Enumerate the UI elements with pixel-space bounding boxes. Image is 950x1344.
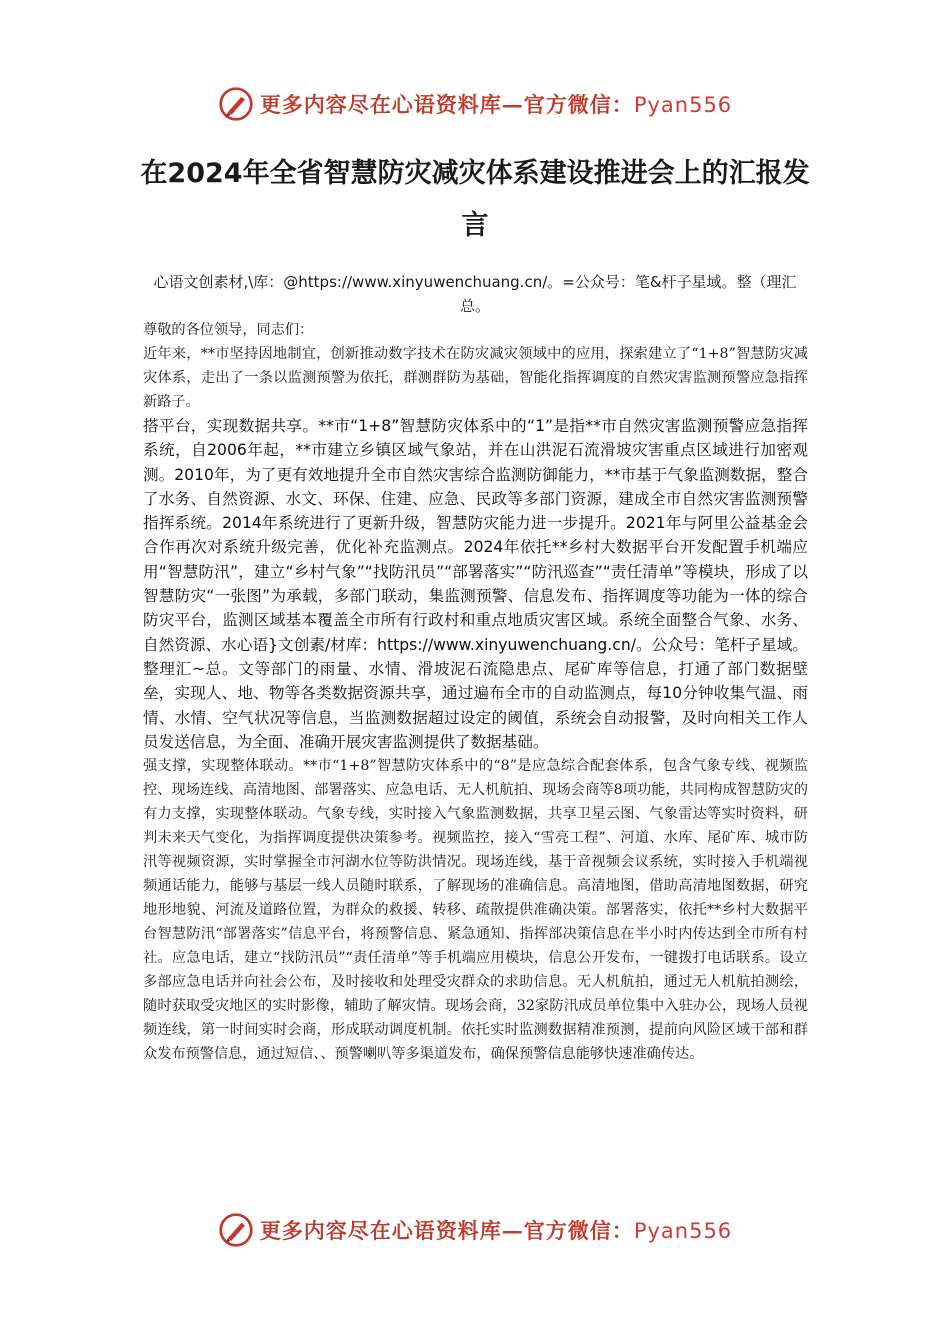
intro-paragraph: 近年来，**市坚持因地制宜，创新推动数字技术在防灾减灾领域中的应用，探索建立了“1+8”智慧防灾减灾体系，走出了一条以监测预警为依托，群测群防为基础，智能化指挥调度的自然灾害监测预警应急指挥新路子。 <box>143 346 808 410</box>
document-body <box>143 318 808 1066</box>
banner-text: 更多内容尽在心语资料库—官方微信： <box>259 1218 634 1243</box>
footer-banner <box>0 1210 950 1250</box>
banner-text: 更多内容尽在心语资料库—官方微信： <box>259 92 634 117</box>
salutation: 尊敬的各位领导，同志们： <box>143 322 314 338</box>
banner-wechat-id: Pyan556 <box>633 1219 733 1243</box>
platform-paragraph: 搭平台，实现数据共享。**市“1+8”智慧防灾体系中的“1”是指**市自然灾害监测预警应急指挥系统，自2006年起，**市建立乡镇区域气象站，并在山洪泥石流滑坡灾害重点区域进行加密观测。2010年，为了更有效地提升全市自然灾害综合监测防御能力，**市基于气象监测数据，整合了水务、自然资源、水文、环保、住建、应急、民政等多部门资源，建成全市自然灾害监测预警指挥系统。2014年系统进行了更新升级，智慧防灾能力进一步提升。2021年与阿里公益基金会合作再次对系统升级完善，优化补充监测点。2024年依托**乡村大数据平台开发配置手机端应用“智慧防汛”，建立“乡村气象”“找防汛员”“部署落实”“防汛巡查”“责任清单”等模块，形成了以智慧防灾“一张图”为承载，多部门联动，集监测预警、信息发布、指挥调度等功能为一体的综合防灾平台，监测区域基本覆盖全市所有行政村和重点地质灾害区域。系统全面整合气象、水务、自然资源、水心语}文创素/材库：https://www.xinyuwenchuang.cn/。公众号：笔杆子星域。整理汇~总。文等部门的雨量、水情、滑坡泥石流隐患点、尾矿库等信息，打通了部门数据壁垒，实现人、地、物等各类数据资源共享，通过遍布全市的自动监测点，每10分钟收集气温、雨情、水情、空气状况等信息，当监测数据超过设定的阈值，系统会自动报警，及时向相关工作人员发送信息，为全面、准确开展灾害监测提供了数据基础。 <box>143 417 808 751</box>
source-line: 心语文创素材,\库：@https://www.xinyuwenchuang.cn/。=公众号：笔&杆子星域。整（理汇总。 <box>153 273 797 315</box>
pen-logo-icon <box>218 86 254 122</box>
support-paragraph: 强支撑，实现整体联动。**市“1+8”智慧防灾体系中的“8”是应急综合配套体系，包含气象专线、视频监控、现场连线、高清地图、部署落实、应急电话、无人机航拍、现场会商等8项功能，共同构成智慧防灾的有力支撑，实现整体联动。气象专线，实时接入气象监测数据，共享卫星云图、气象雷达等实时资料，研判未来天气变化，为指挥调度提供决策参考。视频监控，接入“雪亮工程”、河道、水库、尾矿库、城市防汛等视频资源，实时掌握全市河湖水位等防洪情况。现场连线，基于音视频会议系统，实时接入手机端视频通话能力，能够与基层一线人员随时联系，了解现场的准确信息。高清地图，借助高清地图数据，研究地形地貌、河流及道路位置，为群众的救援、转移、疏散提供准确决策。部署落实，依托**乡村大数据平台智慧防汛“部署落实”信息平台，将预警信息、紧急通知、指挥部决策信息在半小时内传达到全市所有村社。应急电话，建立“找防汛员”“责任清单”等手机端应用模块，信息公开发布，一键拨打电话联系。设立多部应急电话并向社会公布，及时接收和处理受灾群众的求助信息。无人机航拍，通过无人机航拍测绘，随时获取受灾地区的实时影像，辅助了解灾情。现场会商，32家防汛成员单位集中入驻办公，现场人员视频连线，第一时间实时会商，形成联动调度机制。依托实时监测数据精准预测，提前向风险区域干部和群众发布预警信息，通过短信、、预警喇叭等多渠道发布，确保预警信息能够快速准确传达。 <box>143 758 808 1063</box>
pen-logo-icon <box>218 1212 254 1248</box>
header-banner <box>0 84 950 124</box>
document-title: 在2024年全省智慧防灾减灾体系建设推进会上的汇报发言 <box>140 158 810 241</box>
banner-wechat-id: Pyan556 <box>633 93 733 117</box>
